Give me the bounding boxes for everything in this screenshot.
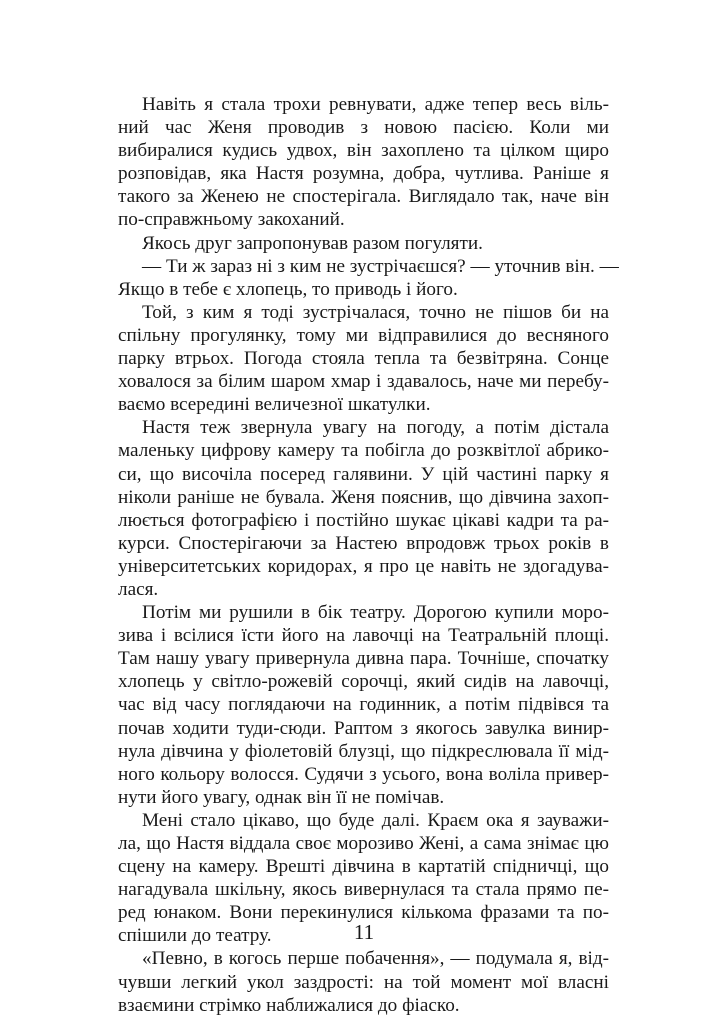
text-line: спішили до театру. [118, 925, 272, 947]
text-line: ніколи раніше не бувала. Женя пояснив, що дівчина захоп- [118, 486, 609, 508]
text-line: Якось друг запропонував разом погуляти. [142, 232, 483, 254]
text-line: почав ходити туди-сюди. Раптом з якогось завулка винир- [118, 717, 609, 739]
text-line: си, що височіла посеред галявини. У цій частині парку я [118, 463, 609, 485]
text-line: — Ти ж зараз ні з ким не зустрічаєшся? — уточнив він. — [142, 255, 619, 277]
text-line: університетських коридорах, я про це навіть не здогадува- [118, 555, 609, 577]
text-line: парку втрьох. Погода стояла тепла та безвітряна. Сонце [118, 348, 609, 370]
text-line: розповідав, яка Настя розумна, добра, чутлива. Раніше я [118, 163, 609, 185]
text-line: по-справжньому закоханий. [118, 209, 345, 231]
text-line: час від часу поглядаючи на годинник, а потім підвівся та [118, 694, 609, 716]
text-line: ред юнаком. Вони перекинулися кількома фразами та по- [118, 902, 609, 924]
text-line: Навіть я стала трохи ревнувати, адже тепер весь віль- [142, 94, 609, 115]
text-line: чувши легкий укол заздрості: на той момент мої власні [118, 971, 609, 993]
text-line: курси. Спостерігаючи за Настею впродовж трьох років в [118, 532, 609, 554]
text-line: Той, з ким я тоді зустрічалася, точно не пішов би на [142, 301, 609, 323]
text-line: Мені стало цікаво, що буде далі. Краєм ока я зауважи- [142, 809, 609, 831]
text-line: маленьку цифрову камеру та побігла до розквітлої абрико- [118, 440, 609, 462]
text-line: ховалося за білим шаром хмар і здавалось, наче ми перебу- [118, 371, 609, 393]
text-line: сцену на камеру. Врешті дівчина в картатій спідничці, що [118, 856, 609, 878]
text-line: Якщо в тебе є хлопець, то приводь і його. [118, 278, 458, 300]
text-line: хлопець у світло-рожевій сорочці, який сидів на лавочці, [118, 671, 609, 693]
text-line: ваємо всередині величезної шкатулки. [118, 394, 431, 416]
text-line: спільну прогулянку, тому ми відправилися до весняного [118, 324, 609, 346]
text-line: вибиралися кудись удвох, він захоплено та цілком щиро [118, 140, 609, 162]
text-line: зива і всілися їсти його на лавочці на Театральній площі. [118, 625, 609, 647]
text-line: люється фотографією і постійно шукає цікаві кадри та ра- [118, 509, 609, 531]
text-line: ного кольору волосся. Судячи з усього, вона воліла привер- [118, 763, 609, 785]
text-line: взаємини стрімко наближалися до фіаско. [118, 994, 460, 1016]
text-line: Там нашу увагу привернула дивна пара. Точніше, спочатку [118, 648, 609, 670]
text-line: «Певно, в когось перше побачення», — подумала я, від- [142, 948, 609, 970]
text-line: лася. [118, 578, 159, 600]
text-line: нула дівчина у фіолетовій блузці, що підкреслювала її мід- [118, 740, 609, 762]
page-body-text [118, 93, 619, 1017]
text-line: такого за Женею не спостерігала. Виглядало так, наче він [118, 186, 609, 208]
text-line: нагадувала шкільну, якось вивернулася та стала прямо пе- [118, 879, 609, 901]
text-line: Потім ми рушили в бік театру. Дорогою купили моро- [142, 602, 609, 624]
text-line: ла, що Настя віддала своє морозиво Жені, а сама знімає цю [118, 833, 609, 854]
text-line: нути його увагу, однак він її не помічав. [118, 786, 445, 808]
text-line: ний час Женя проводив з новою пасією. Коли ми [118, 117, 609, 139]
page-number: 11 [353, 920, 375, 944]
text-line: Настя теж звернула увагу на погоду, а потім дістала [142, 417, 609, 439]
